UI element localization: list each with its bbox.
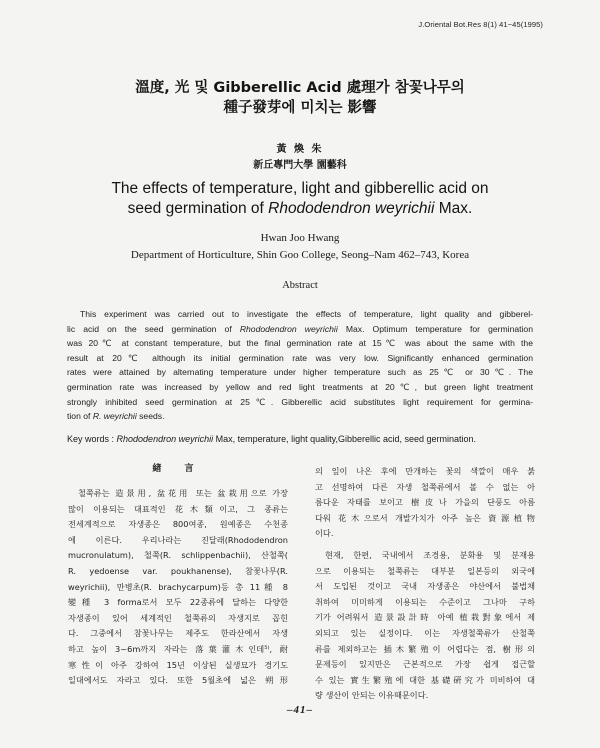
abstract-line: [67, 322, 533, 337]
korean-affiliation: 新丘專門大學 園藝科: [253, 160, 347, 171]
body-line: 다. 그중에서 참꽃나무는 제주도 한라산에서 자생: [68, 628, 288, 639]
body-line: mucronulatum), 철쭉(R. schlippenbachii), 산철쭉(: [68, 550, 288, 561]
body-line: 하고 높이 3~6m까지 자라는 落葉灌木인데⁵⁾, 耐: [68, 643, 288, 654]
abstract-line: result at 20℃ although its initial germination rate was very low. Significantly enhanced germination: [67, 352, 533, 363]
english-title-line-2: [0, 199, 600, 219]
abstract-species: R. weyrichii: [92, 411, 137, 422]
korean-title-line-1: 溫度, 光 및 Gibberellic Acid 處理가 참꽃나무의: [135, 80, 465, 96]
body-line: 전세계적으로 자생종은 800여종, 원예종은 수천종: [68, 519, 288, 530]
korean-title-line-2: 種子發芽에 미치는 影響: [223, 100, 377, 116]
abstract-text: tion of: [67, 411, 93, 422]
intro-left-column: [68, 462, 288, 689]
body-line: 량 생산이 안되는 이유때문이다.: [315, 690, 429, 701]
body-line: 름다운 자태를 보이고 樹皮나 가을의 단풍도 아름: [315, 497, 535, 508]
body-line: 기가 어려워서 造景設計時 아예 植栽對象에서 제: [315, 612, 535, 623]
english-title-species: Rhododendron weyrichii: [268, 200, 435, 217]
keywords-list: Max, temperature, light quality,Gibberellic acid, seed germination.: [213, 434, 477, 444]
korean-author: 黃 煥 朱: [276, 144, 324, 155]
body-line: 철쭉류는 造景用, 盆花用 또는 盆栽用으로 가장: [78, 488, 288, 498]
body-line: 고 선명하여 다른 자생 철쭉류에서 볼 수 없는 아: [315, 481, 535, 492]
english-title-suffix: Max.: [434, 200, 473, 217]
keywords-label: Key words :: [67, 434, 117, 444]
page-number: –41–: [287, 704, 313, 716]
body-line: 많이 이용되는 대표적인 花木類이고, 그 종류는: [68, 503, 288, 514]
body-line: 취하여 미미하게 이용되는 수준이고 그나마 구하: [315, 596, 535, 607]
body-line: 에 이른다. 우리나라는 진달래(Rhododendron: [68, 534, 288, 545]
body-line: 의 잎이 나온 후에 만개하는 꽃의 색깔이 매우 붉: [315, 466, 535, 476]
body-line: 현재, 한편, 국내에서 조경용, 분화용 및 분재용: [325, 549, 535, 560]
body-line: 문제등이 있지만은 근본적으로 가장 쉽게 접근할: [315, 659, 535, 670]
abstract-line: [67, 409, 533, 424]
body-line: 다워 花木으로서 개발가치가 아주 높은 資源植物: [315, 512, 535, 523]
body-line: 이다.: [315, 528, 334, 539]
abstract-line: strongly inhibited seed germination at 25℃. Gibberellic acid substitutes light requirement for germina-: [67, 396, 533, 407]
journal-reference: J.Oriental Bot.Res 8(1) 41~45(1995): [418, 20, 543, 29]
keywords-species: Rhododendron weyrichii: [116, 434, 214, 444]
abstract-species: Rhododendron weyrichii: [239, 323, 338, 334]
introduction-heading: 緖 言: [152, 464, 204, 474]
abstract-body: [67, 307, 533, 424]
body-line: 수 있는 實生繁殖에 대한 基礎硏究가 미비하여 대: [315, 674, 535, 685]
body-line: 류를 제외하고는 插木繁殖이 어렵다는 점, 樹形의: [315, 643, 535, 654]
body-line: 서 도입된 것이고 국내 자생종은 야산에서 불법채: [315, 581, 535, 592]
abstract-line: germination rate was increased by yellow and red light treatments at 20℃, but green light treatment: [67, 381, 533, 392]
body-line: 寒性이 아주 강하여 15년 이상된 실생묘가 경기도: [68, 659, 288, 670]
body-line: 자생종이 있어 세계적인 철쭉류의 자생지로 꼽힌: [68, 612, 288, 623]
abstract-line: was 20℃ at constant temperature, but the final germination rate at 15℃ was about the same with the: [67, 338, 533, 349]
keywords: [67, 434, 547, 444]
abstract-text: lic acid on the seed germination of: [67, 323, 240, 334]
intro-right-column: [315, 464, 535, 704]
body-line: 외되고 있는 실정이다. 이는 자생철쭉류가 산철쭉: [315, 627, 535, 638]
body-line: 變種 3 forma로서 모두 22종류에 달하는 다양한: [68, 597, 288, 608]
abstract-text: Max. Optimum temperature for germination: [337, 323, 533, 334]
abstract-line: This experiment was carried out to investigate the effects of temperature, light quality and gibberel-: [80, 309, 533, 319]
english-department: Department of Horticulture, Shin Goo College, Seong–Nam 462–743, Korea: [130, 249, 470, 261]
body-line: 으로 이용되는 철쭉류는 대부분 일본등의 외국에: [315, 565, 535, 576]
abstract-heading: Abstract: [282, 280, 318, 291]
english-title-line-1: The effects of temperature, light and gibberellic acid on: [111, 180, 489, 197]
english-author: Hwan Joo Hwang: [260, 232, 340, 244]
body-line: 일대에서도 자라고 있다. 또한 5월초에 넓은 朔形: [68, 675, 288, 686]
body-line: weyrichii), 만병초(R. brachycarpum)등 총 11種 8: [68, 581, 288, 592]
abstract-line: rates were attained by alternating temperature under higher temperature such as 25℃ or 30℃. The: [67, 367, 533, 378]
abstract-text: seeds.: [136, 411, 165, 422]
body-line: R. yedoense var. poukhanense), 참꽃나무(R.: [68, 565, 288, 576]
english-title-prefix: seed germination of: [127, 200, 269, 217]
